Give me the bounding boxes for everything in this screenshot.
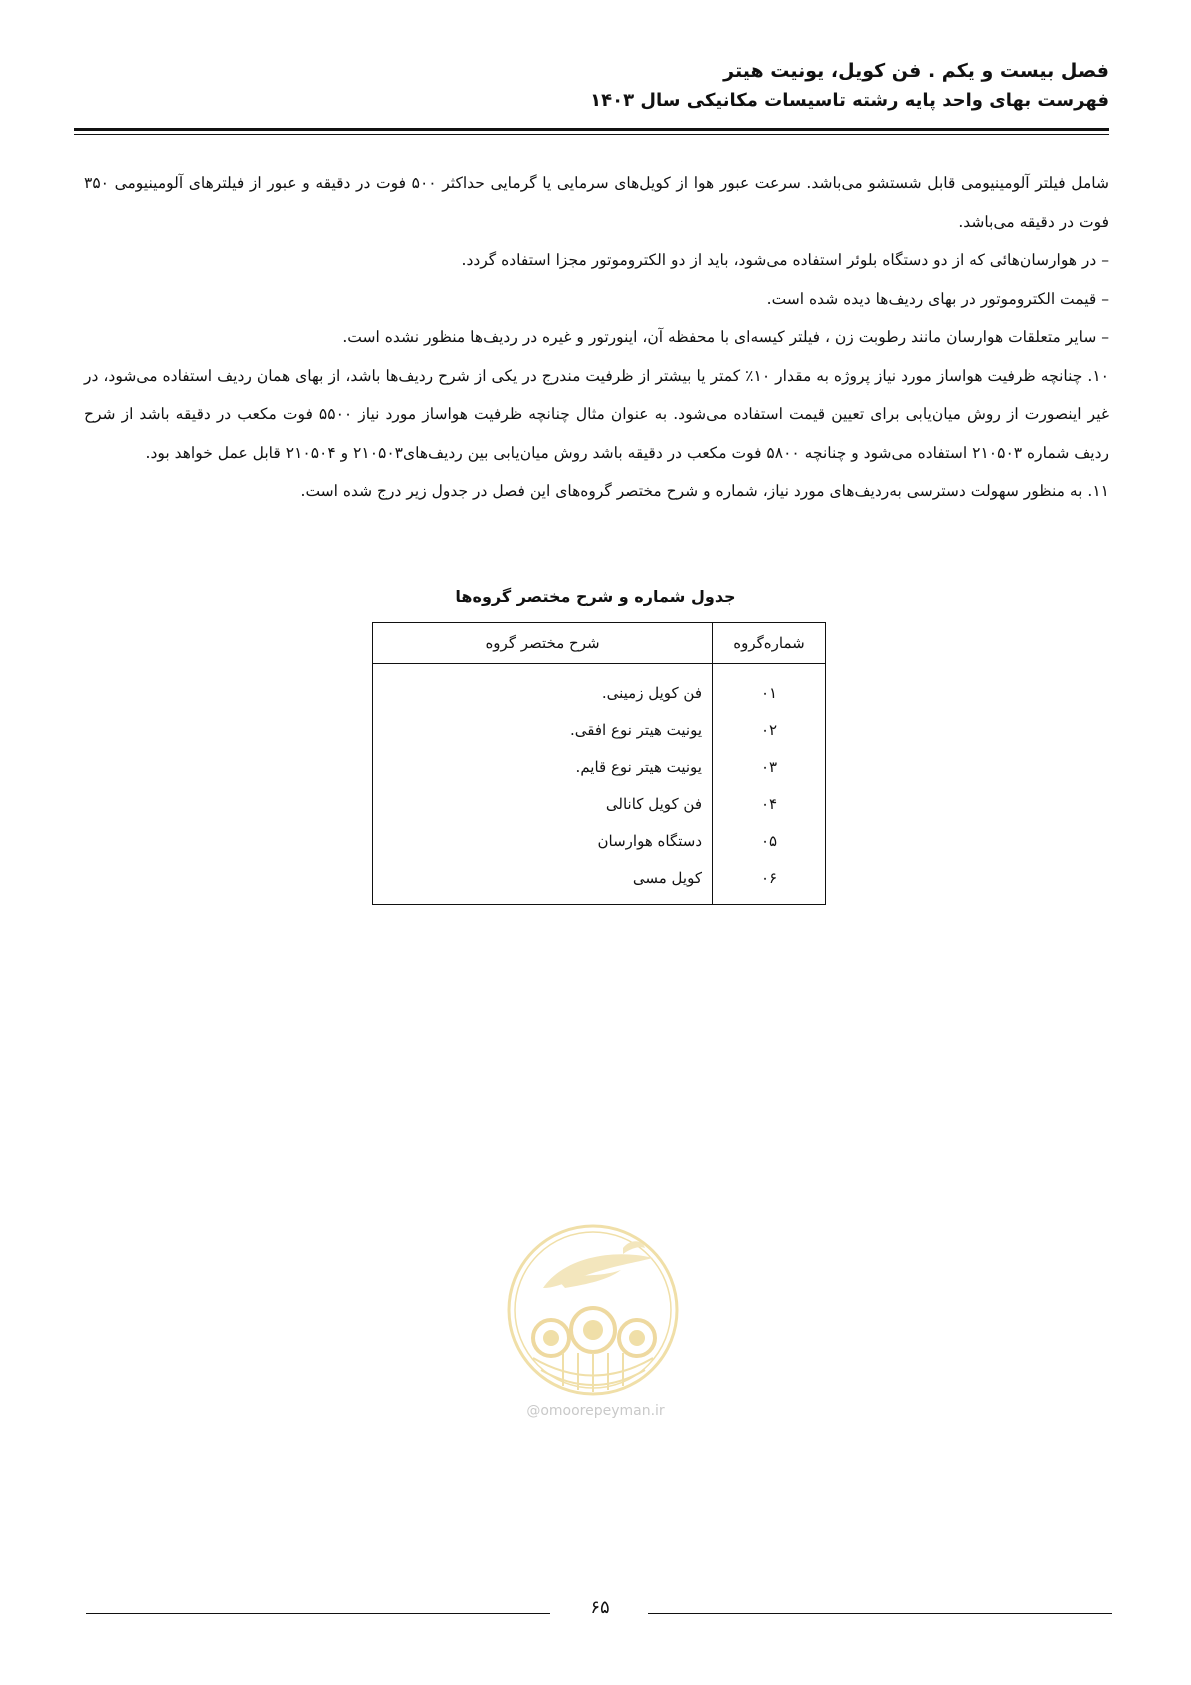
group-number: ۰۵ [713,822,826,859]
header-rule-thick [74,128,1109,131]
header-group-description: شرح مختصر گروه [373,623,713,664]
table-row [373,748,826,785]
group-number: ۰۱ [713,664,826,712]
page-header [82,56,1109,116]
header-rule-thin [74,134,1109,135]
paragraph: ۱۱. به منظور سهولت دسترسی به‌ردیف‌های مورد نیاز، شماره و شرح مختصر گروه‌های این فصل در جدول زیر درج شده است. [300,482,1109,500]
group-description: فن کویل زمینی. [373,664,713,712]
table-caption: جدول شماره و شرح مختصر گروه‌ها [455,587,736,606]
table-row [373,711,826,748]
groups-table-wrapper [372,622,826,905]
table-row [373,859,826,905]
body-text [84,164,1109,511]
group-description: یونیت هیتر نوع قایم. [373,748,713,785]
group-number: ۰۳ [713,748,826,785]
footer-rule-left [86,1613,550,1614]
groups-table [372,622,826,905]
page-number: ۶۵ [590,1597,610,1618]
group-description: دستگاه هوارسان [373,822,713,859]
paragraph: – در هوارسان‌هائی که از دو دستگاه بلوئر استفاده می‌شود، باید از دو الکتروموتور مجزا استفاده گردد. [461,251,1109,269]
table-row [373,664,826,712]
paragraph: – قیمت الکتروموتور در بهای ردیف‌ها دیده شده است. [766,289,1109,308]
header-group-number: شماره‌گروه [713,623,826,664]
watermark-url: @omoorepeyman.ir [526,1403,665,1419]
group-description: یونیت هیتر نوع افقی. [373,711,713,748]
table-row [373,822,826,859]
group-description: کویل مسی [373,859,713,905]
paragraph: – سایر متعلقات هوارسان مانند رطوبت زن ، فیلتر کیسه‌ای با محفظه آن، اینورتور و غیره در ردیف‌ها منظور نشده است. [342,328,1109,346]
paragraph: ۱۰. چنانچه ظرفیت هواساز مورد نیاز پروژه به مقدار ۱۰٪ کمتر یا بیشتر از ظرفیت مندرج در یکی از شرح ردیف‌ها باشد، از بهای همان ردیف استفاده می‌شود، در غیر اینصورت از روش میان‌یابی برای تعیین قیمت استفاده می‌شود. به عنوان مثال چنانچه ظرفیت هواساز مورد نیاز ۵۵۰۰ فوت مکعب در دقیقه باشد از شرح ردیف شماره ۲۱۰۵۰۳ استفاده می‌شود و چنانچه ۵۸۰۰ فوت مکعب در دقیقه باشد روش میان‌یابی بین ردیف‌های۲۱۰۵۰۳ و ۲۱۰۵۰۴ قابل عمل خواهد بود. [84,366,1109,462]
group-number: ۰۶ [713,859,826,905]
book-title: فهرست بهای واحد پایه رشته تاسیسات مکانیکی سال ۱۴۰۳ [590,90,1109,111]
group-number: ۰۴ [713,785,826,822]
chapter-title: فصل بیست و یکم . فن کویل، یونیت هیتر [723,60,1109,82]
table-row [373,785,826,822]
footer-rule-right [648,1613,1112,1614]
table-header-row [373,623,826,664]
paragraph: شامل فیلتر آلومینیومی قابل شستشو می‌باشد. سرعت عبور هوا از کویل‌های سرمایی یا گرمایی حداکثر ۵۰۰ فوت در دقیقه و عبور از فیلترهای آلومینیومی ۳۵۰ فوت در دقیقه می‌باشد. [84,174,1109,231]
group-number: ۰۲ [713,711,826,748]
group-description: فن کویل کانالی [373,785,713,822]
watermark-logo [503,1218,683,1403]
